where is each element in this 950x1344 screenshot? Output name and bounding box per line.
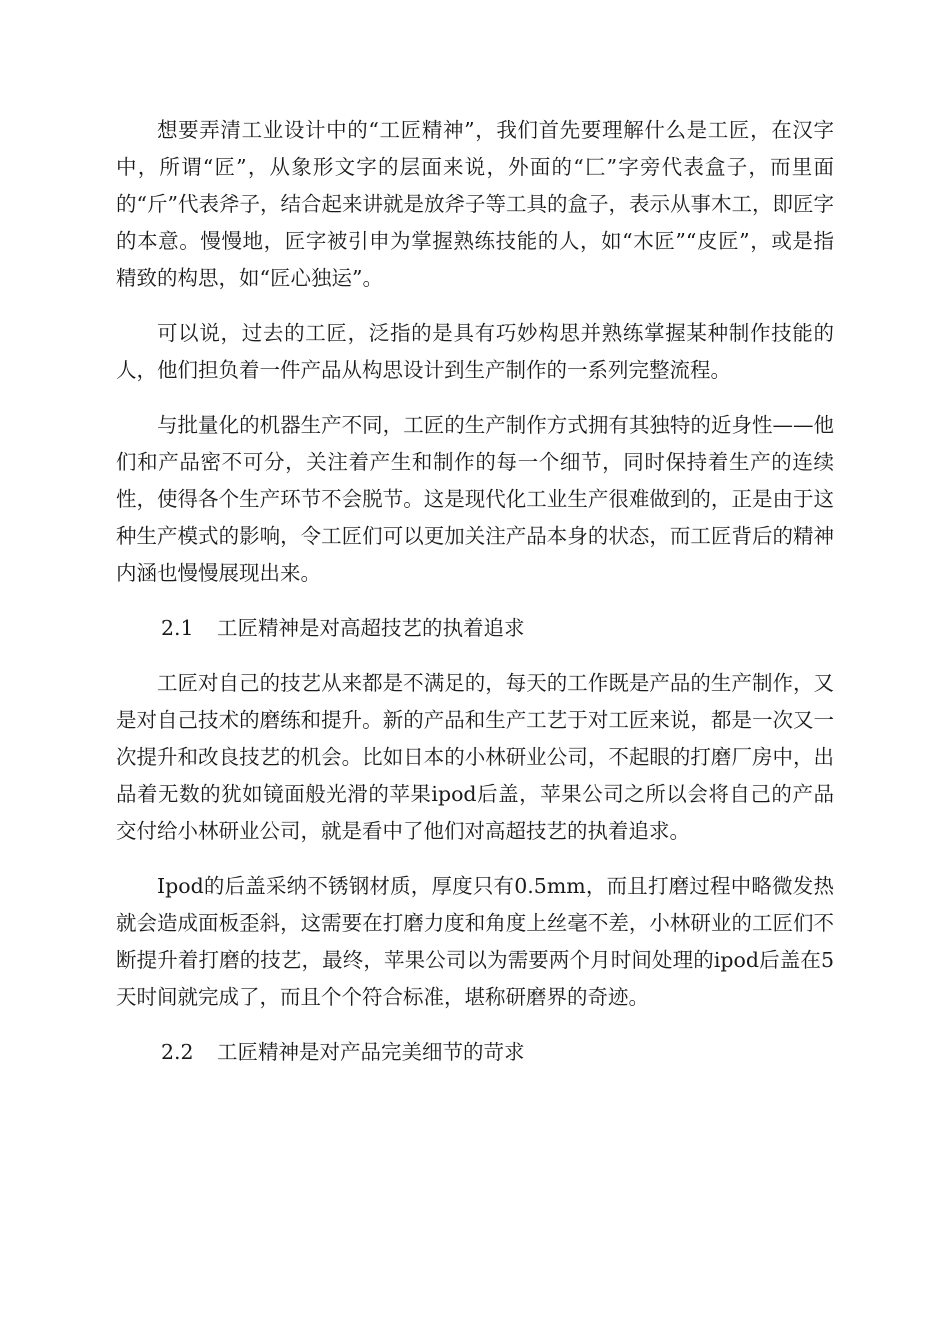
paragraph-production-mode: 与批量化的机器生产不同，工匠的生产制作方式拥有其独特的近身性——他们和产品密不可分，关注着产生和制作的每一个细节，同时保持着生产的连续性，使得各个生产环节不会脱节。这是现代化工业生产很难做到的，正是由于这种生产模式的影响，令工匠们可以更加关注产品本身的状态，而工匠背后的精神内涵也慢慢展现出来。 [116, 413, 834, 585]
document-body [116, 112, 834, 1089]
paragraph-skill-pursuit: 工匠对自己的技艺从来都是不满足的，每天的工作既是产品的生产制作，又是对自己技术的磨练和提升。新的产品和生产工艺于对工匠来说，都是一次又一次提升和改良技艺的机会。比如日本的小林研业公司，不起眼的打磨厂房中，出品着无数的犹如镜面般光滑的苹果ipod后盖，苹果公司之所以会将自己的产品交付给小林研业公司，就是看中了他们对高超技艺的执着追求。 [116, 671, 834, 843]
section-number: 2.1 [161, 616, 194, 640]
section-title: 工匠精神是对高超技艺的执着追求 [217, 616, 525, 640]
section-heading-2-2 [116, 1034, 834, 1071]
section-title: 工匠精神是对产品完美细节的苛求 [217, 1040, 525, 1064]
paragraph-ipod-example: Ipod的后盖采纳不锈钢材质，厚度只有0.5mm，而且打磨过程中略微发热就会造成面板歪斜，这需要在打磨力度和角度上丝毫不差，小林研业的工匠们不断提升着打磨的技艺，最终，苹果公司以为需要两个月时间处理的ipod后盖在5天时间就完成了，而且个个符合标准，堪称研磨界的奇迹。 [116, 874, 834, 1009]
section-number: 2.2 [161, 1040, 194, 1064]
section-heading-2-1 [116, 610, 834, 647]
paragraph-craftsman-definition: 想要弄清工业设计中的“工匠精神”，我们首先要理解什么是工匠，在汉字中，所谓“匠”，从象形文字的层面来说，外面的“匚”字旁代表盒子，而里面的“斤”代表斧子，结合起来讲就是放斧子等工具的盒子，表示从事木工，即匠字的本意。慢慢地，匠字被引申为掌握熟练技能的人，如“木匠”“皮匠”，或是指精致的构思，如“匠心独运”。 [116, 118, 834, 290]
paragraph-past-craftsman: 可以说，过去的工匠，泛指的是具有巧妙构思并熟练掌握某种制作技能的人，他们担负着一件产品从构思设计到生产制作的一系列完整流程。 [116, 321, 834, 382]
